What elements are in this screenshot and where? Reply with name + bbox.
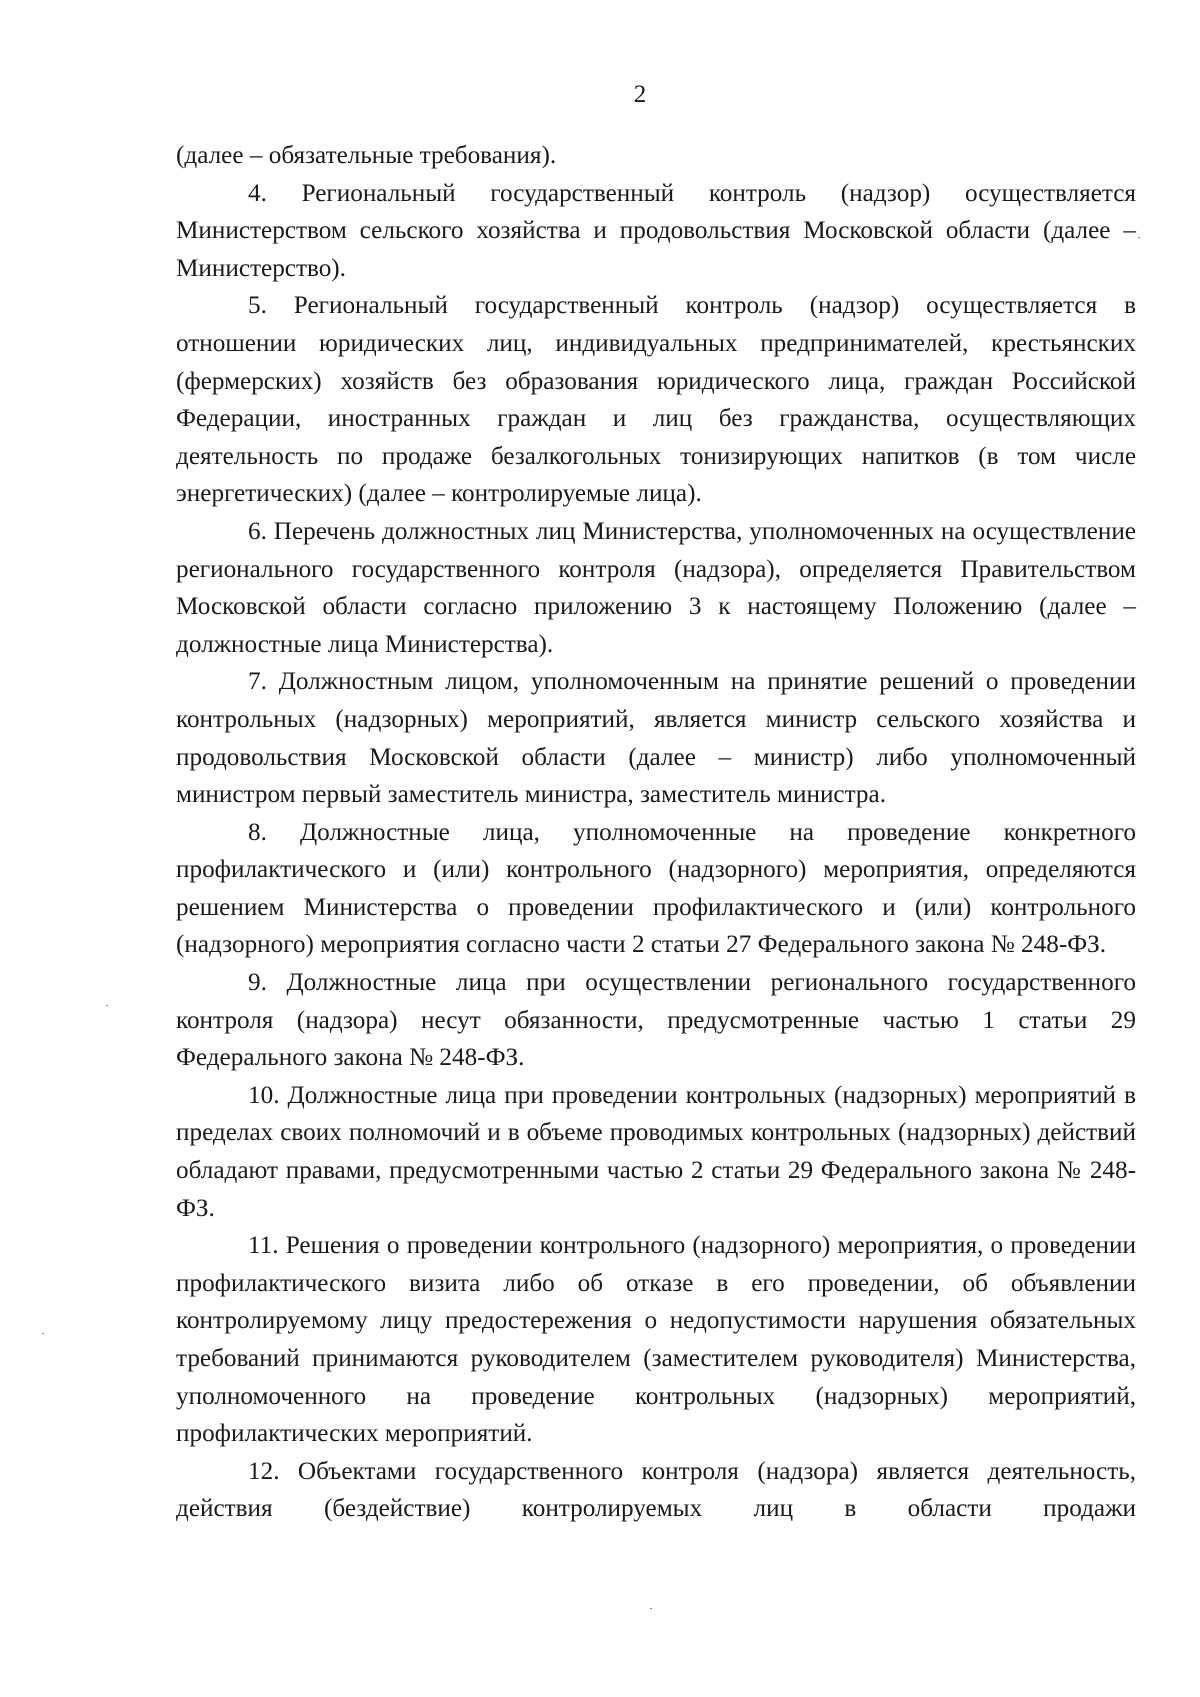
document-body	[176, 137, 1136, 1528]
paragraph-10: 10. Должностные лица при проведении контрольных (надзорных) мероприятий в пределах своих полномочий и в объеме проводимых контрольных (надзорных) действий обладают правами, предусмотренными частью 2 статьи 29 Федерального закона № 248-ФЗ.	[176, 1081, 1136, 1222]
paragraph-7: 7. Должностным лицом, уполномоченным на принятие решений о проведении контрольных (надзорных) мероприятий, является министр сельского хозяйства и продовольствия Московской области (далее – министр) либо уполномоченный министром первый заместитель министра, заместитель министра.	[176, 668, 1136, 809]
paragraph-6: 6. Перечень должностных лиц Министерства, уполномоченных на осуществление регионального государственного контроля (надзора), определяется Правительством Московской области согласно приложению 3 к настоящему Положению (далее – должностные лица Министерства).	[176, 517, 1136, 658]
paragraph-9: 9. Должностные лица при осуществлении регионального государственного контроля (надзора) несут обязанности, предусмотренные частью 1 статьи 29 Федерального закона № 248-ФЗ.	[176, 969, 1136, 1072]
paragraph-4: 4. Региональный государственный контроль (надзор) осуществляется Министерством сельского хозяйства и продовольствия Московской области (далее – Министерство).	[176, 179, 1136, 282]
scan-speck	[42, 1333, 44, 1334]
paragraph-continuation: (далее – обязательные требования).	[176, 142, 557, 169]
scan-speck	[106, 1005, 108, 1006]
page-number: 2	[633, 81, 647, 108]
paragraph-8: 8. Должностные лица, уполномоченные на проведение конкретного профилактического и (или) контрольного (надзорного) мероприятия, определяются решением Министерства о проведении профилактического и (или) контрольного (надзорного) мероприятия согласно части 2 статьи 27 Федерального закона № 248-ФЗ.	[176, 818, 1136, 959]
paragraph-12: 12. Объектами государственного контроля (надзора) является деятельность, действия (бездействие) контролируемых лиц в области продажи	[176, 1457, 1136, 1523]
paragraph-11: 11. Решения о проведении контрольного (надзорного) мероприятия, о проведении профилактического визита либо об отказе в его проведении, об объявлении контролируемому лицу предостережения о недопустимости нарушения обязательных требований принимаются руководителем (заместителем руководителя) Министерства, уполномоченного на проведение контрольных (надзорных) мероприятий, профилактических мероприятий.	[176, 1232, 1136, 1448]
scan-speck	[650, 1608, 652, 1609]
scan-speck	[1138, 237, 1140, 238]
paragraph-5: 5. Региональный государственный контроль (надзор) осуществляется в отношении юридических лиц, индивидуальных предпринимателей, крестьянских (фермерских) хозяйств без образования юридического лица, граждан Российской Федерации, иностранных граждан и лиц без гражданства, осуществляющих деятельность по продаже безалкогольных тонизирующих напитков (в том числе энергетических) (далее – контролируемые лица).	[176, 292, 1136, 508]
